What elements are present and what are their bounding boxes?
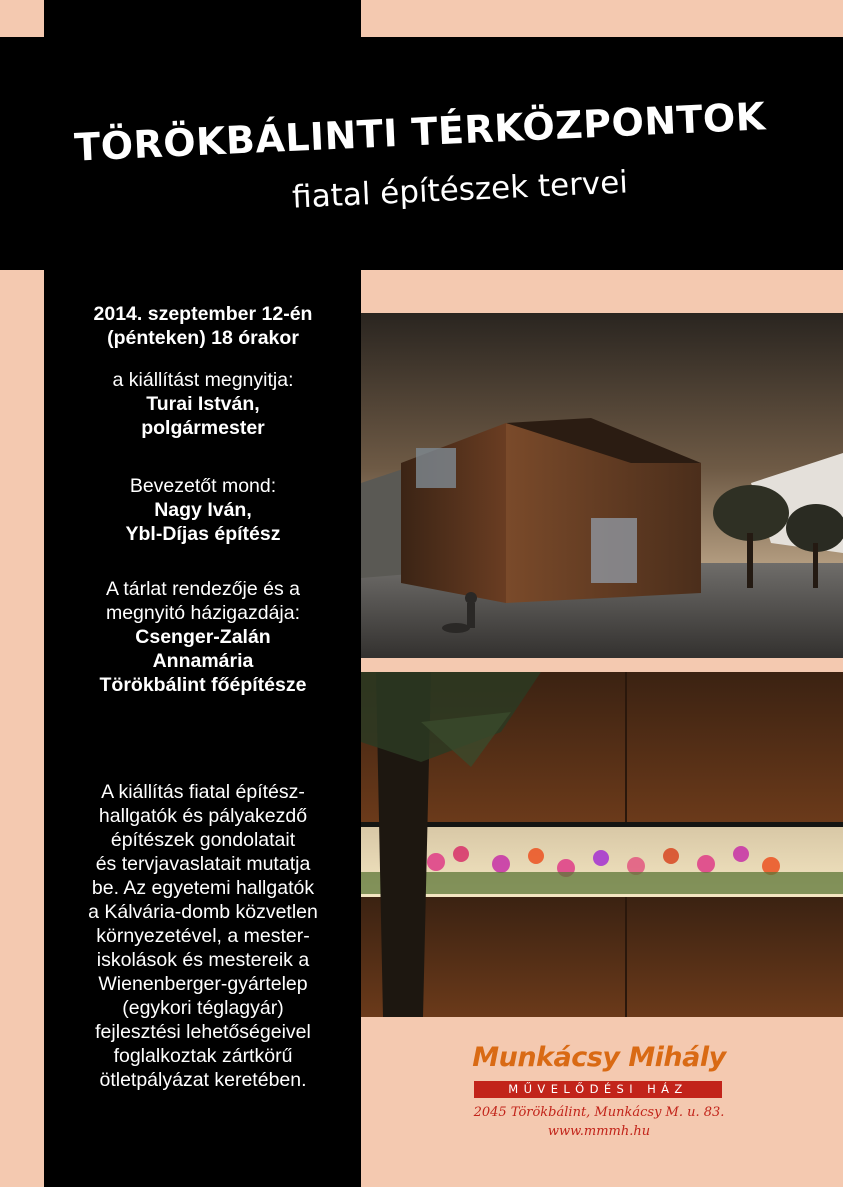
description-line: be. Az egyetemi hallgatók: [91, 877, 315, 899]
curator-section: [50, 577, 356, 697]
description-line: fejlesztési lehetőségeivel: [95, 1021, 311, 1043]
logo-band: MŰVELŐDÉSI HÁZ: [474, 1081, 722, 1098]
description-line: ötletpályázat keretében.: [99, 1069, 307, 1091]
description-line: Wienenberger-gyártelep: [98, 973, 308, 995]
event-date: [50, 302, 356, 350]
opening-section: [50, 368, 356, 440]
description-line: iskolások és mestereik a: [96, 949, 310, 971]
building-rendering-image: [361, 313, 843, 658]
description-line: foglalkoztak zártkörű: [113, 1045, 293, 1067]
address-text: 2045 Törökbálint, Munkácsy M. u. 83.: [473, 1105, 725, 1120]
logo-address-block: [440, 1103, 758, 1141]
curator-name-line1: Csenger-Zalán: [135, 626, 271, 648]
description-line: építészek gondolatait: [110, 829, 296, 851]
event-time-line: (pénteken) 18 órakor: [107, 327, 299, 349]
intro-name: Nagy Iván,: [154, 499, 252, 521]
opener-role: polgármester: [141, 417, 265, 439]
description-line: (egykori téglagyár): [122, 997, 284, 1019]
curator-label-line2: megnyitó házigazdája:: [105, 602, 301, 624]
curator-role: Törökbálint főépítésze: [99, 674, 307, 696]
opener-name: Turai István,: [146, 393, 260, 415]
description-line: A kiállítás fiatal építész-: [101, 781, 305, 803]
flower-garden-rendering-image: [361, 672, 843, 1017]
page-title: TÖRÖKBÁLINTI TÉRKÖZPONTOK: [73, 94, 767, 170]
description-line: környezetével, a mester-: [96, 925, 310, 947]
intro-section: [50, 474, 356, 546]
description-line: hallgatók és pályakezdő: [98, 805, 308, 827]
curator-label-line1: A tárlat rendezője és a: [105, 578, 301, 600]
description-line: a Kálvária-domb közvetlen: [88, 901, 318, 923]
intro-role: Ybl-Díjas építész: [125, 523, 281, 545]
background-corner: [0, 0, 44, 37]
website-link[interactable]: www.mmmh.hu: [547, 1124, 651, 1139]
logo-name: Munkácsy Mihály: [472, 1042, 726, 1073]
page-subtitle: fiatal építészek tervei: [291, 164, 629, 216]
description: [50, 780, 356, 1092]
intro-label: Bevezetőt mond:: [129, 475, 277, 497]
opening-label: a kiállítást megnyitja:: [112, 369, 294, 391]
curator-name-line2: Annamária: [152, 650, 254, 672]
description-line: és tervjavaslatait mutatja: [95, 853, 311, 875]
event-date-line: 2014. szeptember 12-én: [93, 303, 313, 325]
